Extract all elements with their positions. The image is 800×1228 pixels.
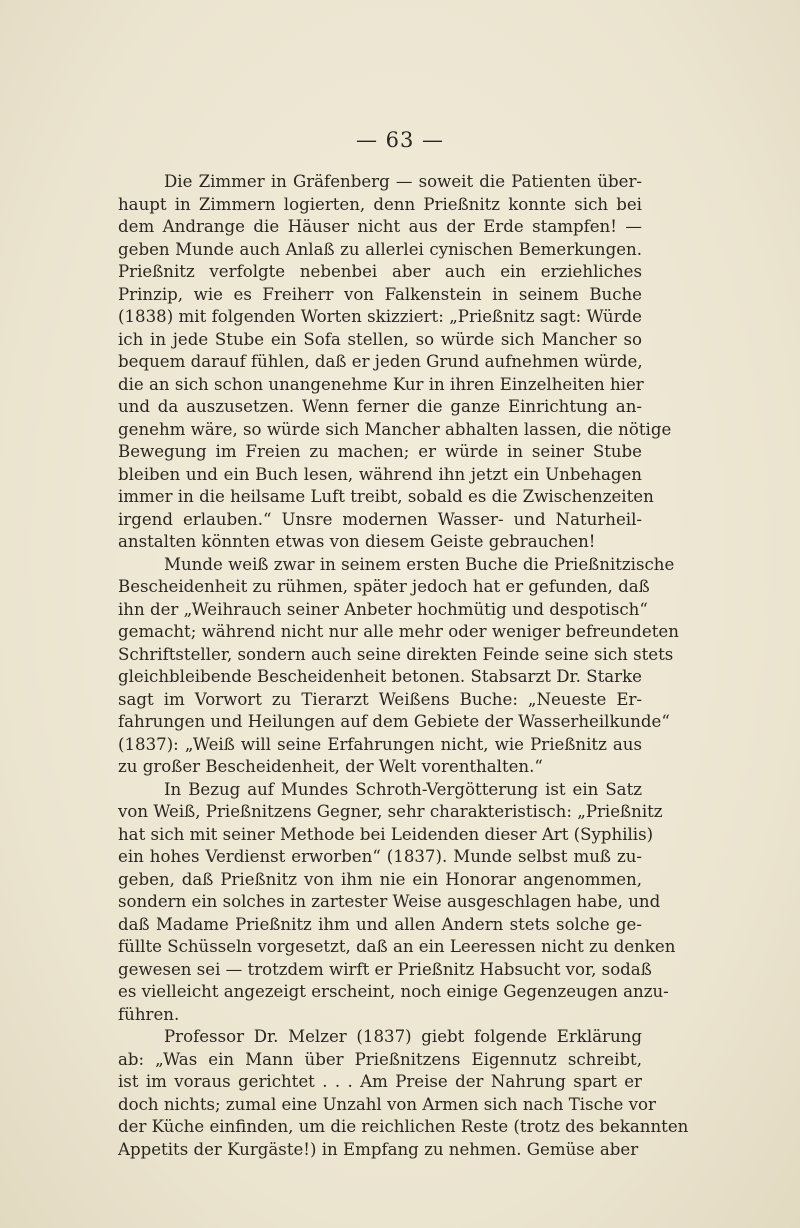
text-line: geben, daß Prießnitz von ihm nie ein Honorar angenommen, <box>118 869 642 889</box>
text-line: Schriftsteller, sondern auch seine direkten Feinde seine sich stets <box>118 644 674 664</box>
page-number: — 63 — <box>355 128 445 152</box>
text-line: gemacht; während nicht nur alle mehr oder weniger befreundeten <box>118 622 679 641</box>
text-line: immer in die heilsame Luft treibt, sobald es die Zwischenzeiten <box>118 487 654 506</box>
paragraph <box>118 779 676 1027</box>
text-line: genehm wäre, so würde sich Mancher abhalten lassen, die nötige <box>118 419 672 439</box>
text-line: Prießnitz verfolgte nebenbei aber auch ein erziehliches <box>118 262 642 281</box>
text-line: haupt in Zimmern logierten, denn Prießnitz konnte sich bei <box>118 194 642 214</box>
text-line: von Weiß, Prießnitzens Gegner, sehr charakteristisch: „Prießnitz <box>118 802 663 821</box>
text-line: zu großer Bescheidenheit, der Welt vorenthalten.“ <box>118 757 543 776</box>
text-line: gewesen sei — trotzdem wirft er Prießnitz Habsucht vor, sodaß <box>118 959 652 979</box>
paragraph <box>118 171 672 554</box>
text-line: doch nichts; zumal eine Unzahl von Armen sich nach Tische vor <box>118 1094 656 1114</box>
text-line: Die Zimmer in Gräfenberg — soweit die Patienten über- <box>164 172 642 191</box>
text-line: führen. <box>118 1004 180 1024</box>
text-line: bequem darauf fühlen, daß er jeden Grund aufnehmen würde, <box>118 352 643 371</box>
text-line: anstalten könnten etwas von diesem Geiste gebrauchen! <box>118 532 596 551</box>
text-line: dem Andrange die Häuser nicht aus der Erde stampfen! — <box>118 217 642 236</box>
text-line: der Küche einfinden, um die reichlichen Reste (trotz des bekannten <box>118 1117 689 1136</box>
paragraph <box>118 554 679 779</box>
text-line: Professor Dr. Melzer (1837) giebt folgende Erklärung <box>164 1027 642 1046</box>
text-line: hat sich mit seiner Methode bei Leidenden dieser Art (Syphilis) <box>118 824 654 844</box>
paragraph <box>118 1026 689 1161</box>
text-line: gleichbleibende Bescheidenheit betonen. Stabsarzt Dr. Starke <box>118 667 642 686</box>
text-line: ich in jede Stube ein Sofa stellen, so würde sich Mancher so <box>118 329 642 349</box>
text-line: bleiben und ein Buch lesen, während ihn jetzt ein Unbehagen <box>118 464 642 484</box>
text-line: geben Munde auch Anlaß zu allerlei cynischen Bemerkungen. <box>118 239 642 259</box>
text-line: Munde weiß zwar in seinem ersten Buche die Prießnitzische <box>164 554 675 574</box>
text-line: ihn der „Weihrauch seiner Anbeter hochmütig und despotisch“ <box>118 599 648 619</box>
text-line: Bescheidenheit zu rühmen, später jedoch hat er gefunden, daß <box>118 577 650 596</box>
text-line: ein hohes Verdienst erworben“ (1837). Munde selbst muß zu- <box>118 847 642 866</box>
text-line: (1837): „Weiß will seine Erfahrungen nicht, wie Prießnitz aus <box>118 734 642 754</box>
text-line: Appetits der Kurgäste!) in Empfang zu nehmen. Gemüse aber <box>118 1139 639 1159</box>
text-line: sondern ein solches in zartester Weise ausgeschlagen habe, und <box>118 892 661 911</box>
text-line: sagt im Vorwort zu Tierarzt Weißens Buche: „Neueste Er- <box>118 689 642 709</box>
text-line: Bewegung im Freien zu machen; er würde in seiner Stube <box>118 442 642 461</box>
text-line: daß Madame Prießnitz ihm und allen Andern stets solche ge- <box>118 914 642 934</box>
text-line: Prinzip, wie es Freiherr von Falkenstein in seinem Buche <box>118 284 642 304</box>
text-line: die an sich schon unangenehme Kur in ihren Einzelheiten hier <box>118 374 644 394</box>
text-line: ab: „Was ein Mann über Prießnitzens Eigennutz schreibt, <box>118 1049 642 1069</box>
text-line: füllte Schüsseln vorgesetzt, daß an ein Leeressen nicht zu denken <box>118 937 676 956</box>
text-line: und da auszusetzen. Wenn ferner die ganze Einrichtung an- <box>118 397 642 416</box>
text-line: es vielleicht angezeigt erscheint, noch einige Gegenzeugen anzu- <box>118 982 669 1001</box>
body-text <box>118 171 689 1161</box>
text-line: irgend erlauben.“ Unsre modernen Wasser- und Naturheil- <box>118 509 642 529</box>
text-line: (1838) mit folgenden Worten skizziert: „Prießnitz sagt: Würde <box>118 307 642 326</box>
text-line: In Bezug auf Mundes Schroth-Vergötterung ist ein Satz <box>164 779 642 799</box>
text-line: fahrungen und Heilungen auf dem Gebiete der Wasserheilkunde“ <box>118 712 670 731</box>
text-line: ist im voraus gerichtet . . . Am Preise der Nahrung spart er <box>118 1072 642 1091</box>
